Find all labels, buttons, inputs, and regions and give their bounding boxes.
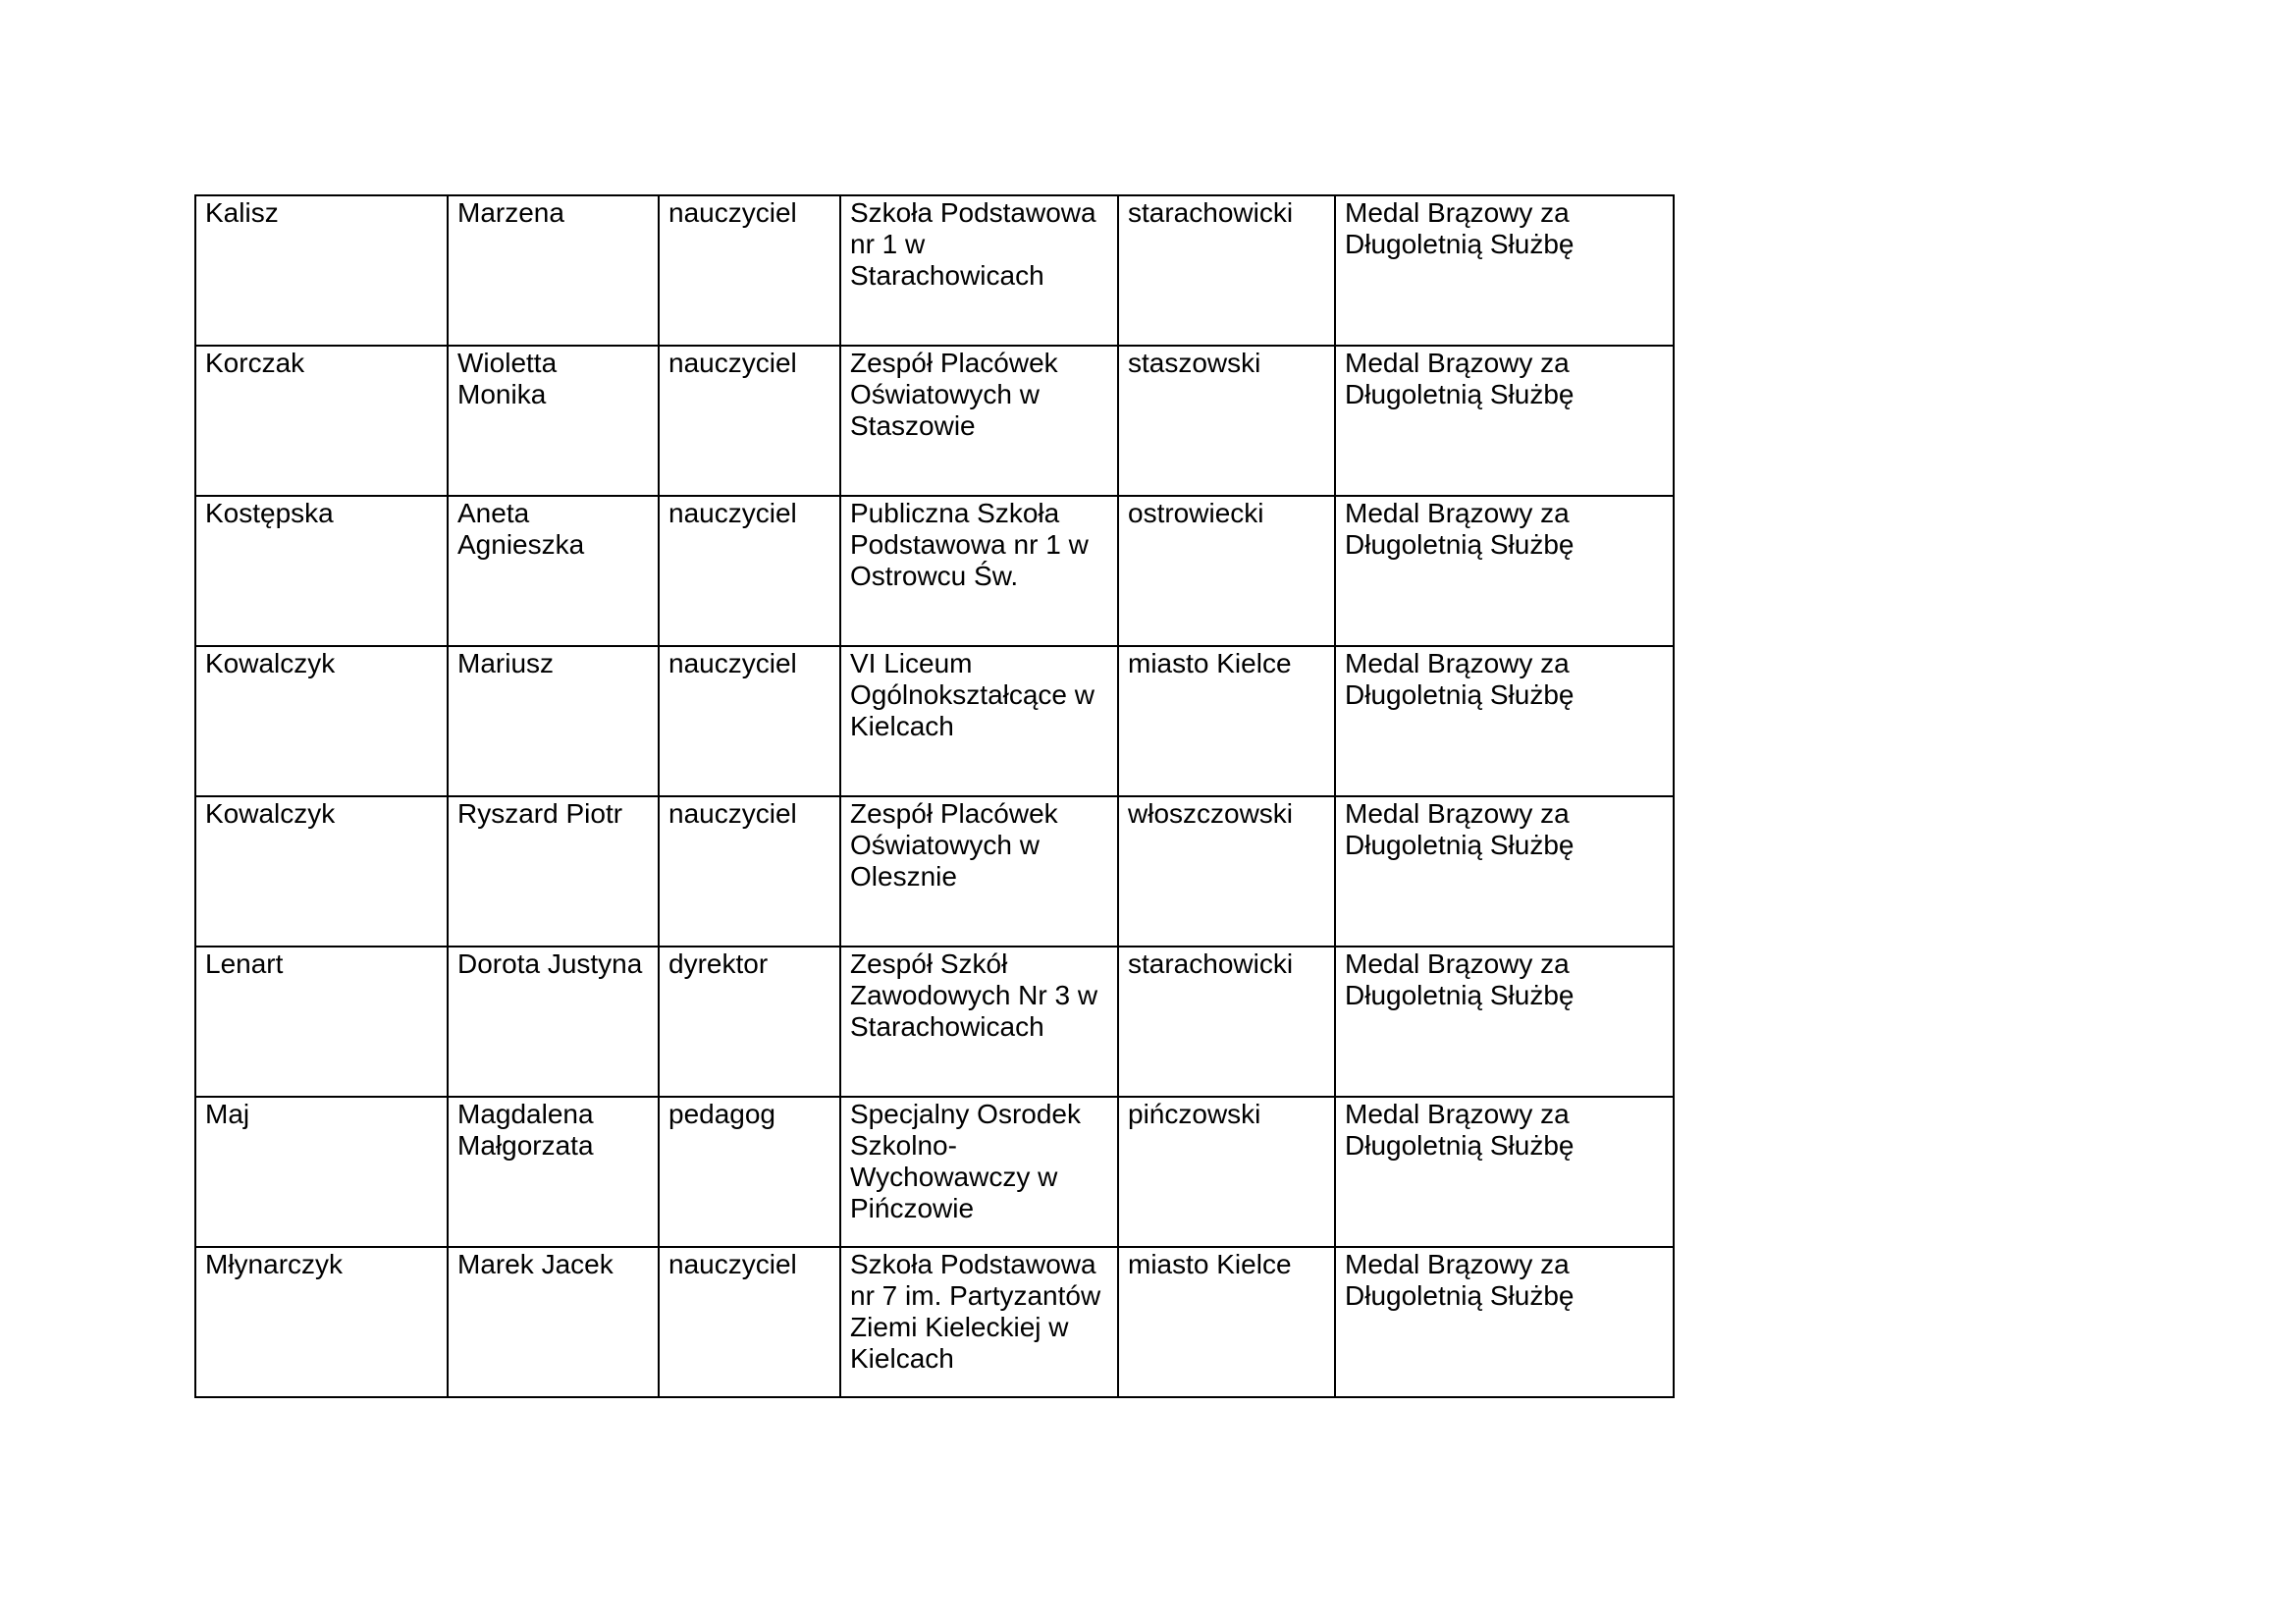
institution-cell: Szkoła Podstawowa nr 7 im. Partyzantów Ziemi Kieleckiej w Kielcach xyxy=(840,1247,1118,1397)
position-cell: nauczyciel xyxy=(659,496,840,646)
table-row xyxy=(195,195,1674,346)
institution-cell: Zespół Szkół Zawodowych Nr 3 w Starachowicach xyxy=(840,947,1118,1097)
district-cell: staszowski xyxy=(1118,346,1335,496)
table-row xyxy=(195,947,1674,1097)
award-cell: Medal Brązowy za Długoletnią Służbę xyxy=(1335,646,1674,796)
position-cell: nauczyciel xyxy=(659,195,840,346)
award-cell: Medal Brązowy za Długoletnią Służbę xyxy=(1335,1097,1674,1247)
position-cell: pedagog xyxy=(659,1097,840,1247)
award-cell: Medal Brązowy za Długoletnią Służbę xyxy=(1335,496,1674,646)
district-cell: pińczowski xyxy=(1118,1097,1335,1247)
awards-table xyxy=(194,194,1675,1398)
district-cell: starachowicki xyxy=(1118,195,1335,346)
position-cell: nauczyciel xyxy=(659,1247,840,1397)
surname-cell: Kalisz xyxy=(195,195,448,346)
surname-cell: Kowalczyk xyxy=(195,646,448,796)
surname-cell: Młynarczyk xyxy=(195,1247,448,1397)
table-row xyxy=(195,1097,1674,1247)
award-cell: Medal Brązowy za Długoletnią Służbę xyxy=(1335,796,1674,947)
award-cell: Medal Brązowy za Długoletnią Służbę xyxy=(1335,346,1674,496)
award-cell: Medal Brązowy za Długoletnią Służbę xyxy=(1335,947,1674,1097)
first-names-cell: Marzena xyxy=(448,195,659,346)
award-cell: Medal Brązowy za Długoletnią Służbę xyxy=(1335,195,1674,346)
surname-cell: Kowalczyk xyxy=(195,796,448,947)
position-cell: nauczyciel xyxy=(659,646,840,796)
institution-cell: Specjalny Osrodek Szkolno- Wychowawczy w Pińczowie xyxy=(840,1097,1118,1247)
district-cell: ostrowiecki xyxy=(1118,496,1335,646)
surname-cell: Korczak xyxy=(195,346,448,496)
surname-cell: Maj xyxy=(195,1097,448,1247)
surname-cell: Lenart xyxy=(195,947,448,1097)
institution-cell: Zespół Placówek Oświatowych w Olesznie xyxy=(840,796,1118,947)
district-cell: starachowicki xyxy=(1118,947,1335,1097)
table-row xyxy=(195,796,1674,947)
first-names-cell: Ryszard Piotr xyxy=(448,796,659,947)
position-cell: nauczyciel xyxy=(659,796,840,947)
first-names-cell: Mariusz xyxy=(448,646,659,796)
first-names-cell: Aneta Agnieszka xyxy=(448,496,659,646)
first-names-cell: Marek Jacek xyxy=(448,1247,659,1397)
district-cell: miasto Kielce xyxy=(1118,1247,1335,1397)
table-row xyxy=(195,1247,1674,1397)
first-names-cell: Wioletta Monika xyxy=(448,346,659,496)
district-cell: miasto Kielce xyxy=(1118,646,1335,796)
table-row xyxy=(195,346,1674,496)
position-cell: nauczyciel xyxy=(659,346,840,496)
table-row xyxy=(195,496,1674,646)
institution-cell: Publiczna Szkoła Podstawowa nr 1 w Ostrowcu Św. xyxy=(840,496,1118,646)
institution-cell: VI Liceum Ogólnokształcące w Kielcach xyxy=(840,646,1118,796)
institution-cell: Zespół Placówek Oświatowych w Staszowie xyxy=(840,346,1118,496)
district-cell: włoszczowski xyxy=(1118,796,1335,947)
award-cell: Medal Brązowy za Długoletnią Służbę xyxy=(1335,1247,1674,1397)
surname-cell: Kostępska xyxy=(195,496,448,646)
awards-table-body xyxy=(195,195,1674,1397)
institution-cell: Szkoła Podstawowa nr 1 w Starachowicach xyxy=(840,195,1118,346)
first-names-cell: Magdalena Małgorzata xyxy=(448,1097,659,1247)
position-cell: dyrektor xyxy=(659,947,840,1097)
first-names-cell: Dorota Justyna xyxy=(448,947,659,1097)
table-row xyxy=(195,646,1674,796)
